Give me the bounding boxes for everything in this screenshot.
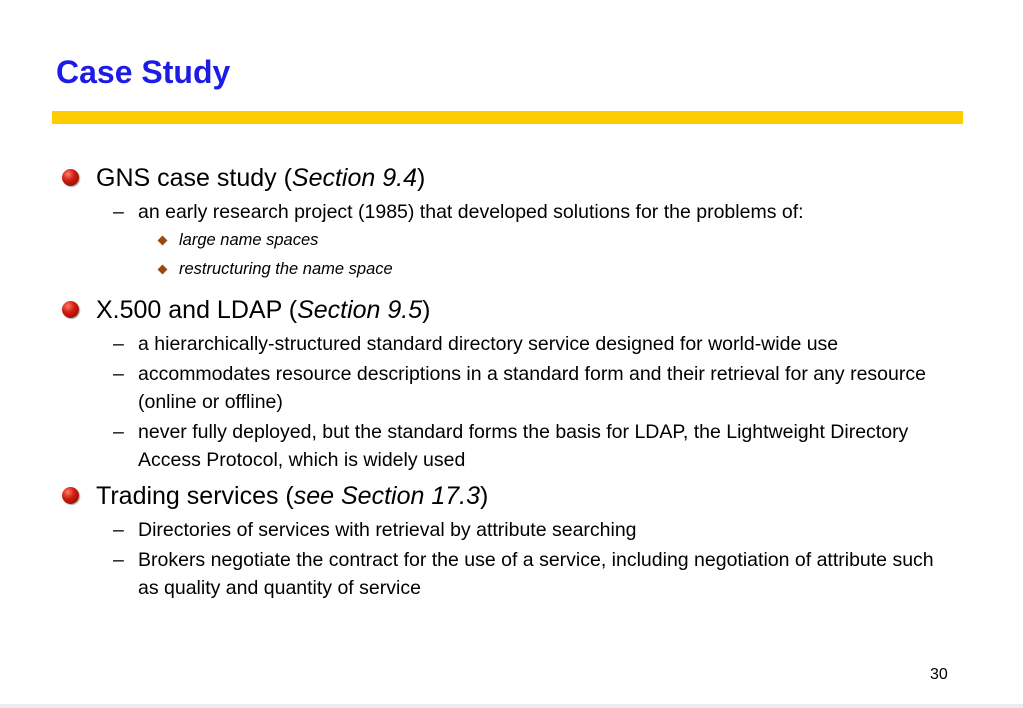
sub-bullet: [60, 516, 1000, 544]
sub-bullet-text: a hierarchically-structured standard directory service designed for world-wide use: [138, 333, 839, 355]
dash-bullet-icon: –: [113, 363, 124, 385]
section-heading-text: Trading services (: [96, 482, 294, 510]
section-reference: Section 9.5: [297, 296, 423, 324]
bullet-gns-case-study: [60, 160, 1000, 196]
red-ball-bullet-icon: [62, 487, 79, 504]
sub-bullet-text: Directories of services with retrieval by attribute searching: [138, 519, 637, 541]
sub-bullet: [60, 546, 958, 602]
title-underline-bar: [52, 111, 963, 124]
sub-sub-bullet: [60, 255, 1000, 284]
sub-sub-bullet-text: restructuring the name space: [179, 260, 393, 278]
section-heading-suffix: ): [417, 164, 426, 192]
section-reference: Section 9.4: [291, 164, 417, 192]
diamond-bullet-icon: [158, 265, 168, 275]
dash-bullet-icon: –: [113, 421, 124, 443]
slide-content: [60, 156, 1000, 602]
section-heading-text: GNS case study (: [96, 164, 292, 192]
sub-bullet-text: an early research project (1985) that developed solutions for the problems of:: [138, 201, 804, 223]
sub-bullet: [60, 330, 1000, 358]
red-ball-bullet-icon: [62, 169, 79, 186]
bullet-x500-ldap: [60, 292, 1000, 328]
section-reference: see Section 17.3: [293, 482, 480, 510]
section-heading-text: X.500 and LDAP (: [96, 296, 298, 324]
red-ball-bullet-icon: [62, 301, 79, 318]
dash-bullet-icon: –: [113, 519, 124, 541]
bullet-trading-services: [60, 478, 1000, 514]
sub-bullet-text: accommodates resource descriptions in a standard form and their retrieval for any resource (online or offline): [138, 363, 926, 413]
section-heading-suffix: ): [480, 482, 489, 510]
slide-bottom-edge: [0, 704, 1023, 708]
dash-bullet-icon: –: [113, 333, 124, 355]
sub-bullet: [60, 360, 948, 416]
dash-bullet-icon: –: [113, 201, 124, 223]
sub-bullet: [60, 418, 974, 474]
diamond-bullet-icon: [158, 236, 168, 246]
section-heading-suffix: ): [422, 296, 431, 324]
dash-bullet-icon: –: [113, 549, 124, 571]
sub-sub-bullet-text: large name spaces: [179, 231, 319, 249]
sub-sub-bullet: [60, 226, 1000, 255]
sub-bullet-text: Brokers negotiate the contract for the use of a service, including negotiation of attribute such as quality and quantity of service: [138, 549, 934, 599]
slide-title: Case Study: [56, 54, 231, 90]
sub-bullet-text: never fully deployed, but the standard forms the basis for LDAP, the Lightweight Directory Access Protocol, which is widely used: [138, 421, 909, 471]
page-number: 30: [930, 666, 948, 683]
sub-bullet: [60, 198, 1000, 226]
